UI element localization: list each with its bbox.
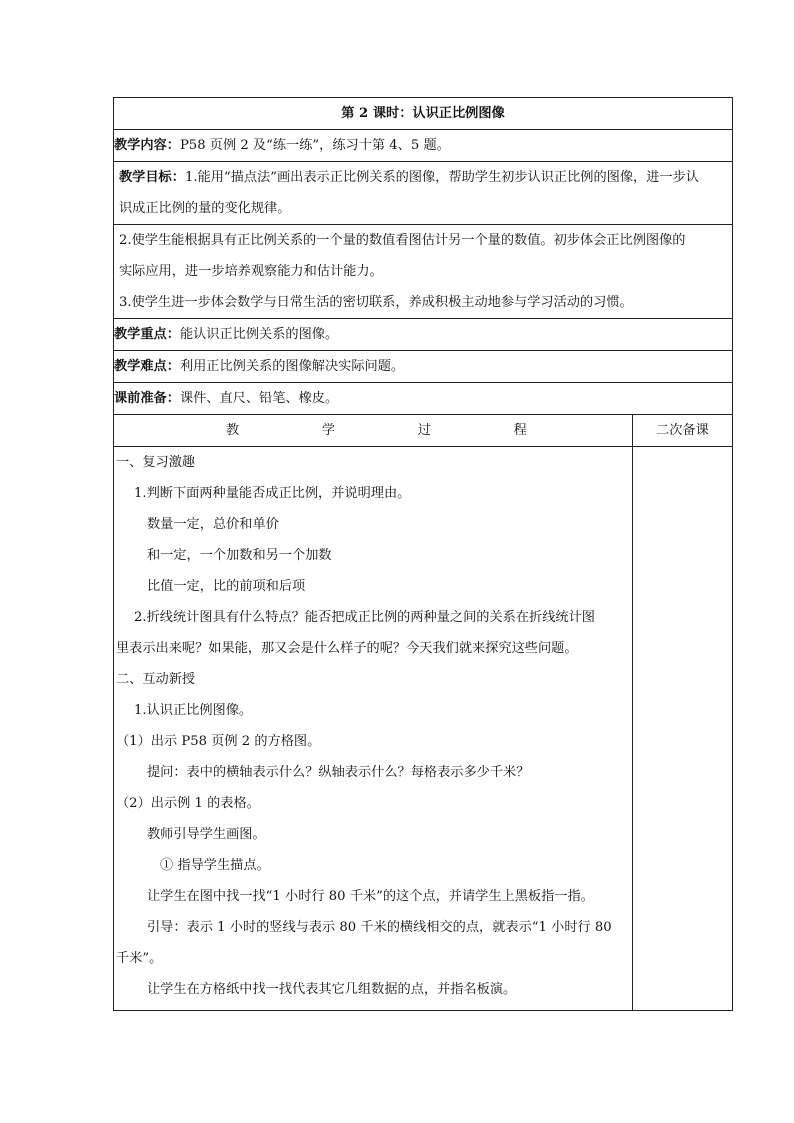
key-point-label: 教学重点：: [114, 327, 180, 342]
difficulty-row: [114, 351, 733, 383]
section-1-title: 一、复习激趣: [116, 455, 196, 470]
teaching-process-header: 教 学 过 程: [226, 423, 527, 438]
goal-2-line-b: 实际应用，进一步培养观察能力和估计能力。: [119, 264, 383, 279]
preparation-row: [114, 383, 733, 415]
content-row: [114, 130, 733, 162]
key-point-text: 能认识正比例关系的图像。: [179, 327, 339, 342]
lesson-plan-table: [113, 97, 733, 1011]
content-label: 教学内容：: [114, 138, 180, 153]
lesson-title: 第 2 课时：认识正比例图像: [114, 98, 733, 130]
second-prep-notes-cell[interactable]: [632, 447, 732, 1011]
preparation-text: 课件、直尺、铅笔、橡皮。: [179, 391, 339, 406]
content-text: P58 页例 2 及“练一练”，练习十第 4、5 题。: [179, 138, 450, 153]
difficulty-text: 利用正比例关系的图像解决实际问题。: [179, 359, 405, 374]
goal-2-line-a: 2.使学生能根据具有正比例关系的一个量的数值看图估计另一个量的数值。初步体会正比例图像的: [119, 233, 686, 248]
section-2-title: 二、互动新授: [116, 672, 196, 687]
process-header-row: [114, 415, 733, 447]
difficulty-label: 教学难点：: [114, 359, 180, 374]
goal-1-line-b: 识成正比例的量的变化规律。: [119, 201, 291, 216]
process-body-row: [114, 447, 733, 1011]
goal-1-line-a: 1.能用“描点法”画出表示正比例关系的图像，帮助学生初步认识正比例的图像，进一步认: [184, 170, 699, 185]
teaching-process-body: 一、复习激趣 1.判断下面两种量能否成正比例，并说明理由。 数量一定，总价和单价 和一定，一个加数和另一个加数 比值一定，比的前项和后项 2.折线统计图具有什么特点？能否把成正比例的两种量之间的关系在折线统计图 里表示出来呢？如果能，那又会是什么样子的呢？今天我们就来探究这些问题。 二、互动新授 1.认识正比例图像。 （1）出示 P58 页例 2 的方格图。 提问：表中的横轴表示什么？纵轴表示什么？每格表示多少千米？ （2）出示例 1 的表格。 教师引导学生画图。 ① 指导学生描点。 让学生在图中找一找“1 小时行 80 千米”的这个点，并请学生上黑板指一指。 引导：表示 1 小时的竖线与表示 80 千米的横线相交的点，就表示“1 小时行 80 千米”。 让学生在方格纸中找一找代表其它几组数据的点，并指名板演。: [114, 447, 633, 1011]
goals-label: 教学目标：: [119, 170, 185, 185]
second-prep-header: 二次备课: [632, 415, 732, 447]
goal-3: 3.使学生进一步体会数学与日常生活的密切联系，养成积极主动地参与学习活动的习惯。: [119, 295, 633, 310]
title-row: [114, 98, 733, 130]
goals-row: [114, 162, 733, 319]
key-point-row: [114, 319, 733, 351]
preparation-label: 课前准备：: [114, 391, 180, 406]
lesson-plan-sheet: [113, 97, 733, 1011]
